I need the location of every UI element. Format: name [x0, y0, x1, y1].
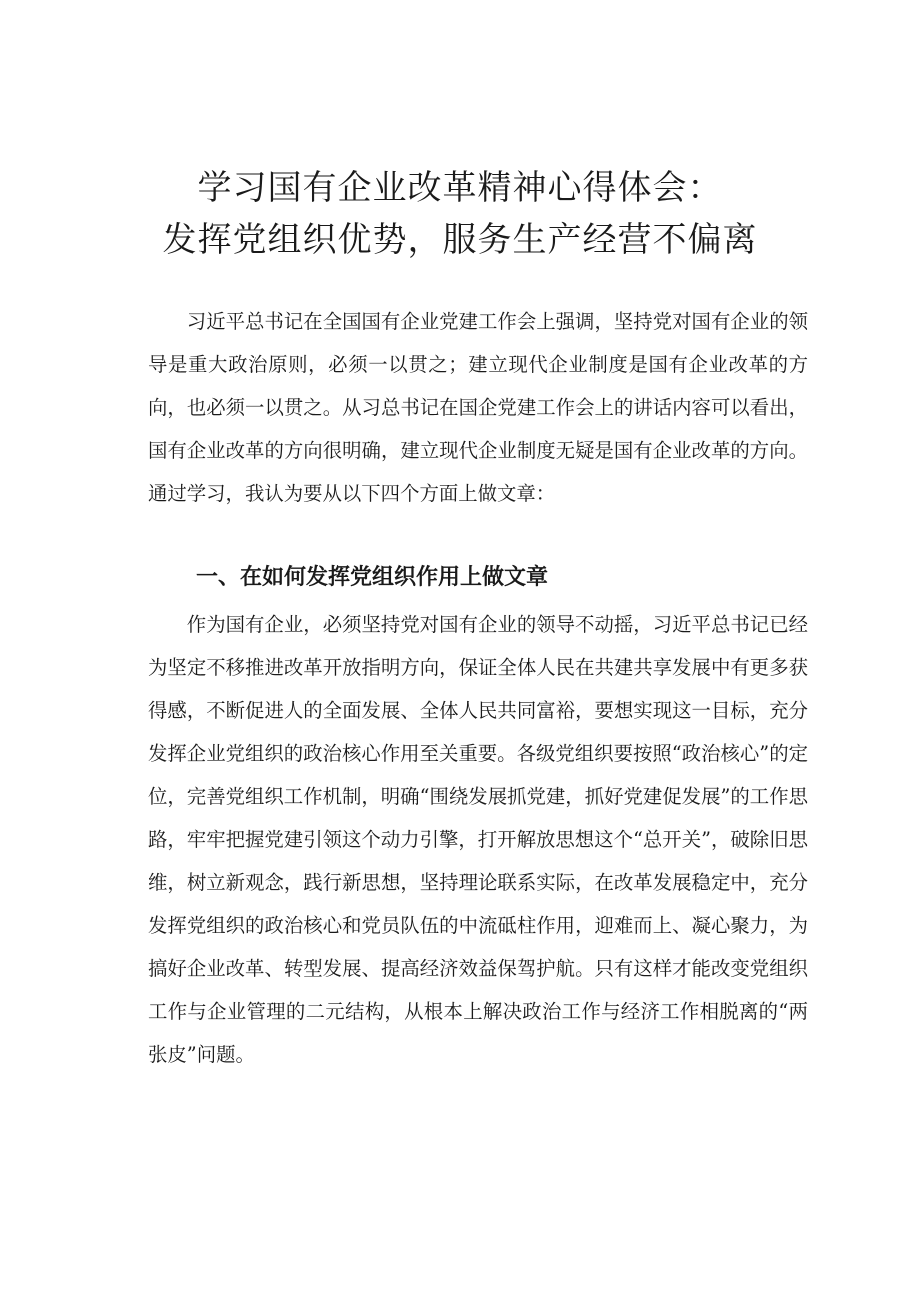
- section-1-paragraph: 作为国有企业，必须坚持党对国有企业的领导不动摇，习近平总书记已经为坚定不移推进改革开放指明方向，保证全体人民在共建共享发展中有更多获得感，不断促进人的全面发展、全体人民共同富裕，要想实现这一目标，充分发挥企业党组织的政治核心作用至关重要。各级党组织要按照“政治核心”的定位，完善党组织工作机制，明确“围绕发展抓党建，抓好党建促发展”的工作思路，牢牢把握党建引领这个动力引擎，打开解放思想这个“总开关”，破除旧思维，树立新观念，践行新思想，坚持理论联系实际，在改革发展稳定中，充分发挥党组织的政治核心和党员队伍的中流砥柱作用，迎难而上、凝心聚力，为搞好企业改革、转型发展、提高经济效益保驾护航。只有这样才能改变党组织工作与企业管理的二元结构，从根本上解决政治工作与经济工作相脱离的“两张皮”问题。: [148, 613, 808, 1066]
- document-title-line-1: 学习国有企业改革精神心得体会：: [197, 168, 723, 208]
- document-title-line-2: 发挥党组织优势，服务生产经营不偏离: [162, 220, 758, 260]
- section-heading-1: 一、在如何发挥党组织作用上做文章: [196, 565, 549, 590]
- intro-paragraph: 习近平总书记在全国国有企业党建工作会上强调，坚持党对国有企业的领导是重大政治原则，必须一以贯之；建立现代企业制度是国有企业改革的方向，也必须一以贯之。从习总书记在国企党建工作会上的讲话内容可以看出，国有企业改革的方向很明确，建立现代企业制度无疑是国有企业改革的方向。通过学习，我认为要从以下四个方面上做文章：: [148, 310, 808, 505]
